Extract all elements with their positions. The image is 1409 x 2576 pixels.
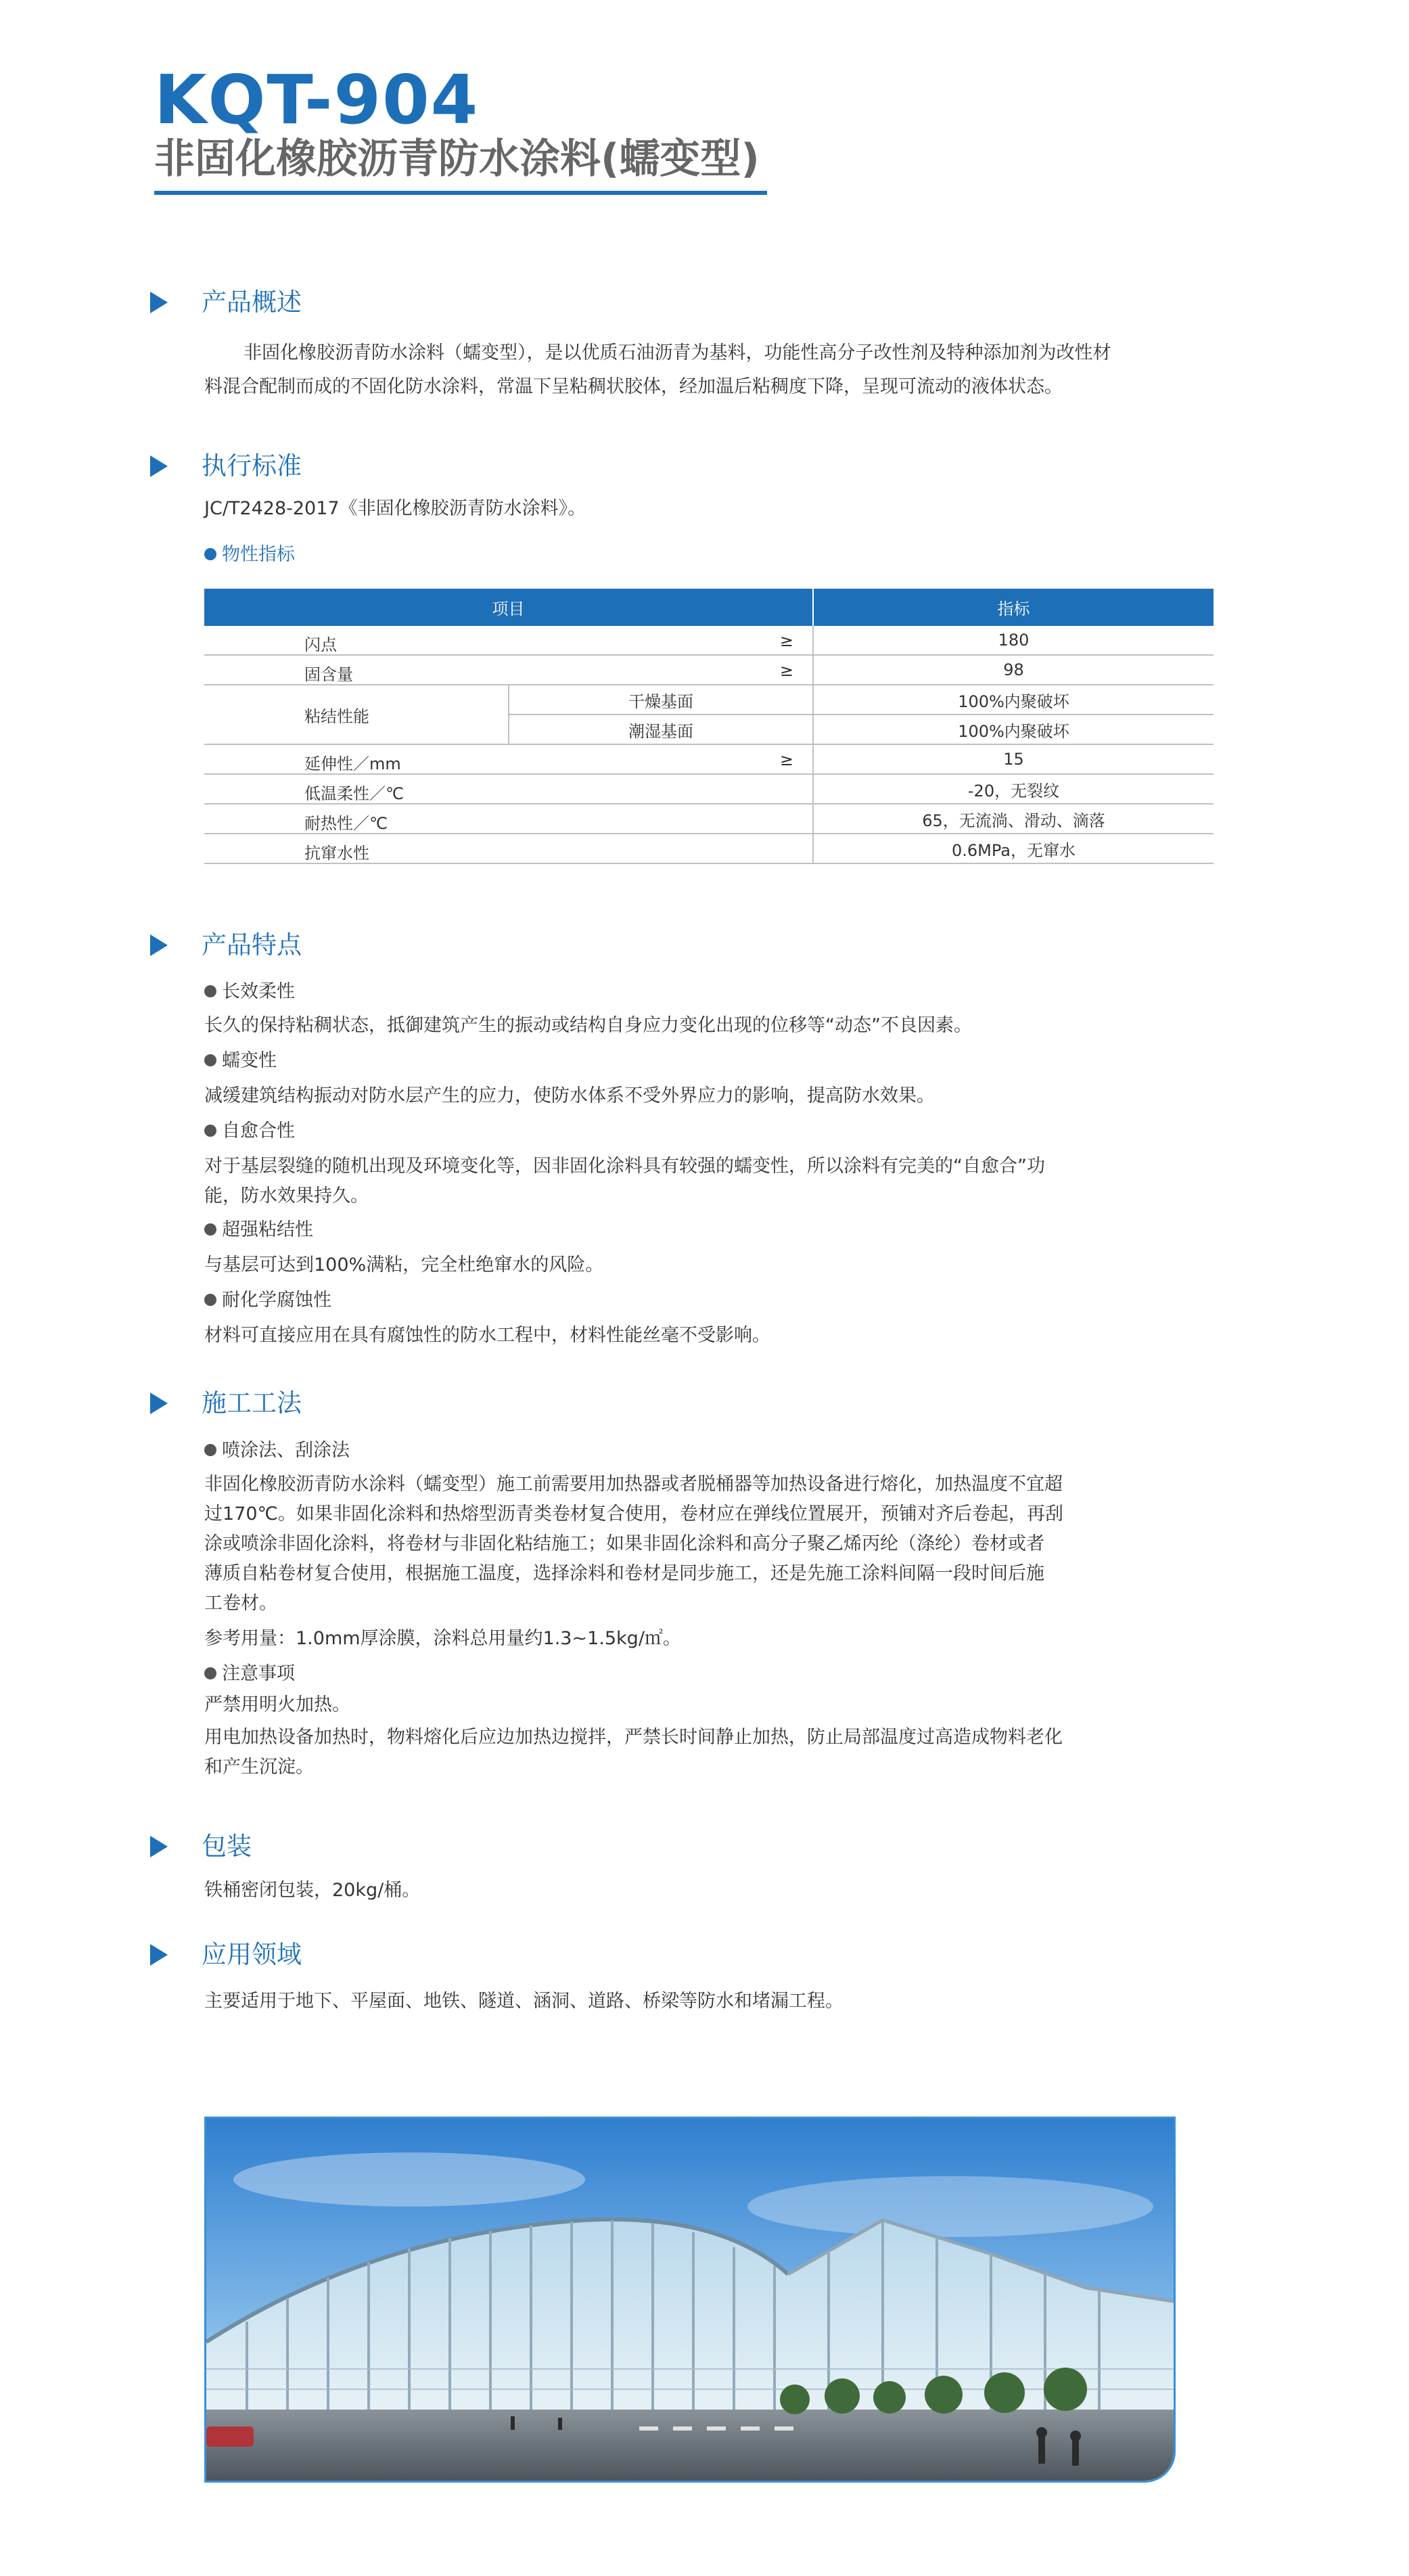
row-label: 延伸性／mm: [304, 754, 401, 773]
construction-line: 涂或喷涂非固化涂料，将卷材与非固化粘结施工；如果非固化涂料和高分子聚乙烯丙纶（涤纶）卷材或者: [204, 1533, 1044, 1554]
section-title: 产品特点: [202, 930, 302, 959]
section-standard-heading: [150, 453, 302, 478]
feature-desc: 能，防水效果持久。: [204, 1185, 369, 1206]
section-construction-heading: [150, 1388, 302, 1418]
note-line: 和产生沉淀。: [204, 1757, 314, 1778]
feature-desc: 减缓建筑结构振动对防水层产生的应力，使防水体系不受外界应力的影响，提高防水效果。: [204, 1085, 935, 1106]
feature-name: 蠕变性: [204, 1045, 277, 1077]
table-row: [204, 655, 1214, 685]
physical-index-label: 物性指标: [204, 539, 295, 570]
spec-table: [204, 589, 1214, 864]
row-value: 100%内聚破坏: [813, 715, 1214, 744]
triangle-bullet-icon: [150, 1393, 168, 1414]
feature-name: 超强粘结性: [204, 1214, 313, 1246]
bullet-dot-icon: [204, 985, 216, 997]
triangle-bullet-icon: [150, 455, 168, 477]
construction-line: 工卷材。: [204, 1593, 277, 1614]
overview-line-2: 料混合配制而成的不固化防水涂料，常温下呈粘稠状胶体，经加温后粘稠度下降，呈现可流动的液体状态。: [204, 376, 1063, 397]
row-label: 闪点: [304, 635, 337, 654]
ge-symbol: ≥: [779, 750, 793, 769]
bullet-dot-icon: [204, 1444, 216, 1456]
table-row: [204, 804, 1214, 834]
note-line: 用电加热设备加热时，物料熔化后应边加热边搅拌，严禁长时间静止加热，防止局部温度过高造成物料老化: [204, 1727, 1063, 1748]
notes-title: 注意事项: [204, 1658, 295, 1690]
section-packaging-heading: [150, 1834, 252, 1859]
construction-line: 过170℃。如果非固化涂料和热熔型沥青类卷材复合使用，卷材应在弹线位置展开，预铺对齐后卷起，再刮: [204, 1504, 1063, 1524]
sub-label: 潮湿基面: [509, 715, 813, 744]
section-title: 应用领域: [202, 1940, 302, 1969]
triangle-bullet-icon: [150, 934, 168, 956]
product-model: KQT-904: [154, 60, 480, 139]
title-underline: [154, 191, 767, 195]
row-value: 98: [813, 655, 1214, 685]
feature-desc: 长久的保持粘稠状态，抵御建筑产生的振动或结构自身应力变化出现的位移等“动态”不良因素。: [204, 1015, 972, 1036]
row-label: 耐热性／℃: [304, 814, 388, 833]
row-label: 低温柔性／℃: [304, 784, 404, 803]
triangle-bullet-icon: [150, 1836, 168, 1857]
row-value: 0.6MPa，无窜水: [813, 834, 1214, 863]
feature-desc: 对于基层裂缝的随机出现及环境变化等，因非固化涂料具有较强的蠕变性，所以涂料有完美的“自愈合”功: [204, 1156, 1045, 1177]
standard-text: JC/T2428-2017《非固化橡胶沥青防水涂料》。: [204, 498, 586, 519]
feature-name: 自愈合性: [204, 1115, 295, 1147]
sub-label: 干燥基面: [509, 685, 813, 715]
row-label: 抗窜水性: [304, 844, 369, 863]
table-row: [204, 626, 1214, 655]
ge-symbol: ≥: [779, 661, 793, 680]
bullet-dot-icon: [204, 548, 216, 560]
construction-method: 喷涂法、刮涂法: [204, 1434, 350, 1466]
table-header-item: 项目: [204, 589, 813, 626]
row-value: 180: [813, 626, 1214, 655]
section-features-heading: [150, 932, 302, 957]
overview-line-1: 非固化橡胶沥青防水涂料（蠕变型），是以优质石油沥青为基料，功能性高分子改性剂及特种添加剂为改性材: [244, 342, 1111, 363]
triangle-bullet-icon: [150, 292, 168, 313]
section-title: 产品概述: [202, 288, 302, 317]
building-photo: [204, 2117, 1176, 2483]
feature-name: 耐化学腐蚀性: [204, 1284, 331, 1316]
table-header-row: [204, 589, 1214, 626]
table-row: [204, 685, 1214, 715]
application-text: 主要适用于地下、平屋面、地铁、隧道、涵洞、道路、桥梁等防水和堵漏工程。: [204, 1991, 844, 2012]
section-title: 包装: [202, 1832, 252, 1861]
construction-line: 薄质自粘卷材复合使用，根据施工温度，选择涂料和卷材是同步施工，还是先施工涂料间隔一段时间后施: [204, 1563, 1044, 1584]
feature-desc: 与基层可达到100%满粘，完全杜绝窜水的风险。: [204, 1255, 604, 1275]
triangle-bullet-icon: [150, 1944, 168, 1966]
bullet-dot-icon: [204, 1294, 216, 1306]
table-row: [204, 744, 1214, 774]
table-row: [204, 834, 1214, 863]
bullet-dot-icon: [204, 1125, 216, 1137]
bullet-dot-icon: [204, 1054, 216, 1066]
ge-symbol: ≥: [779, 631, 793, 650]
bullet-dot-icon: [204, 1667, 216, 1679]
table-row: [204, 774, 1214, 804]
construction-usage: 参考用量：1.0mm厚涂膜，涂料总用量约1.3~1.5kg/㎡。: [204, 1628, 681, 1649]
feature-desc: 材料可直接应用在具有腐蚀性的防水工程中，材料性能丝毫不受影响。: [204, 1325, 770, 1346]
bullet-dot-icon: [204, 1223, 216, 1236]
product-subtitle: 非固化橡胶沥青防水涂料(蠕变型): [154, 135, 760, 183]
construction-line: 非固化橡胶沥青防水涂料（蠕变型）施工前需要用加热器或者脱桶器等加热设备进行熔化，加热温度不宜超: [204, 1474, 1063, 1495]
row-value: 100%内聚破坏: [813, 685, 1214, 715]
section-application-heading: [150, 1942, 302, 1967]
row-label: 固含量: [304, 665, 353, 684]
row-value: -20，无裂纹: [813, 774, 1214, 804]
row-value: 65，无流淌、滑动、滴落: [813, 804, 1214, 834]
row-label: 粘结性能: [204, 685, 509, 744]
table-header-index: 指标: [813, 589, 1214, 626]
row-value: 15: [813, 744, 1214, 774]
section-title: 施工工法: [202, 1388, 302, 1418]
packaging-text: 铁桶密闭包装，20kg/桶。: [204, 1880, 421, 1901]
section-title: 执行标准: [202, 451, 302, 480]
note-line: 严禁用明火加热。: [204, 1694, 350, 1715]
section-overview-heading: [150, 290, 302, 315]
feature-name: 长效柔性: [204, 976, 295, 1008]
